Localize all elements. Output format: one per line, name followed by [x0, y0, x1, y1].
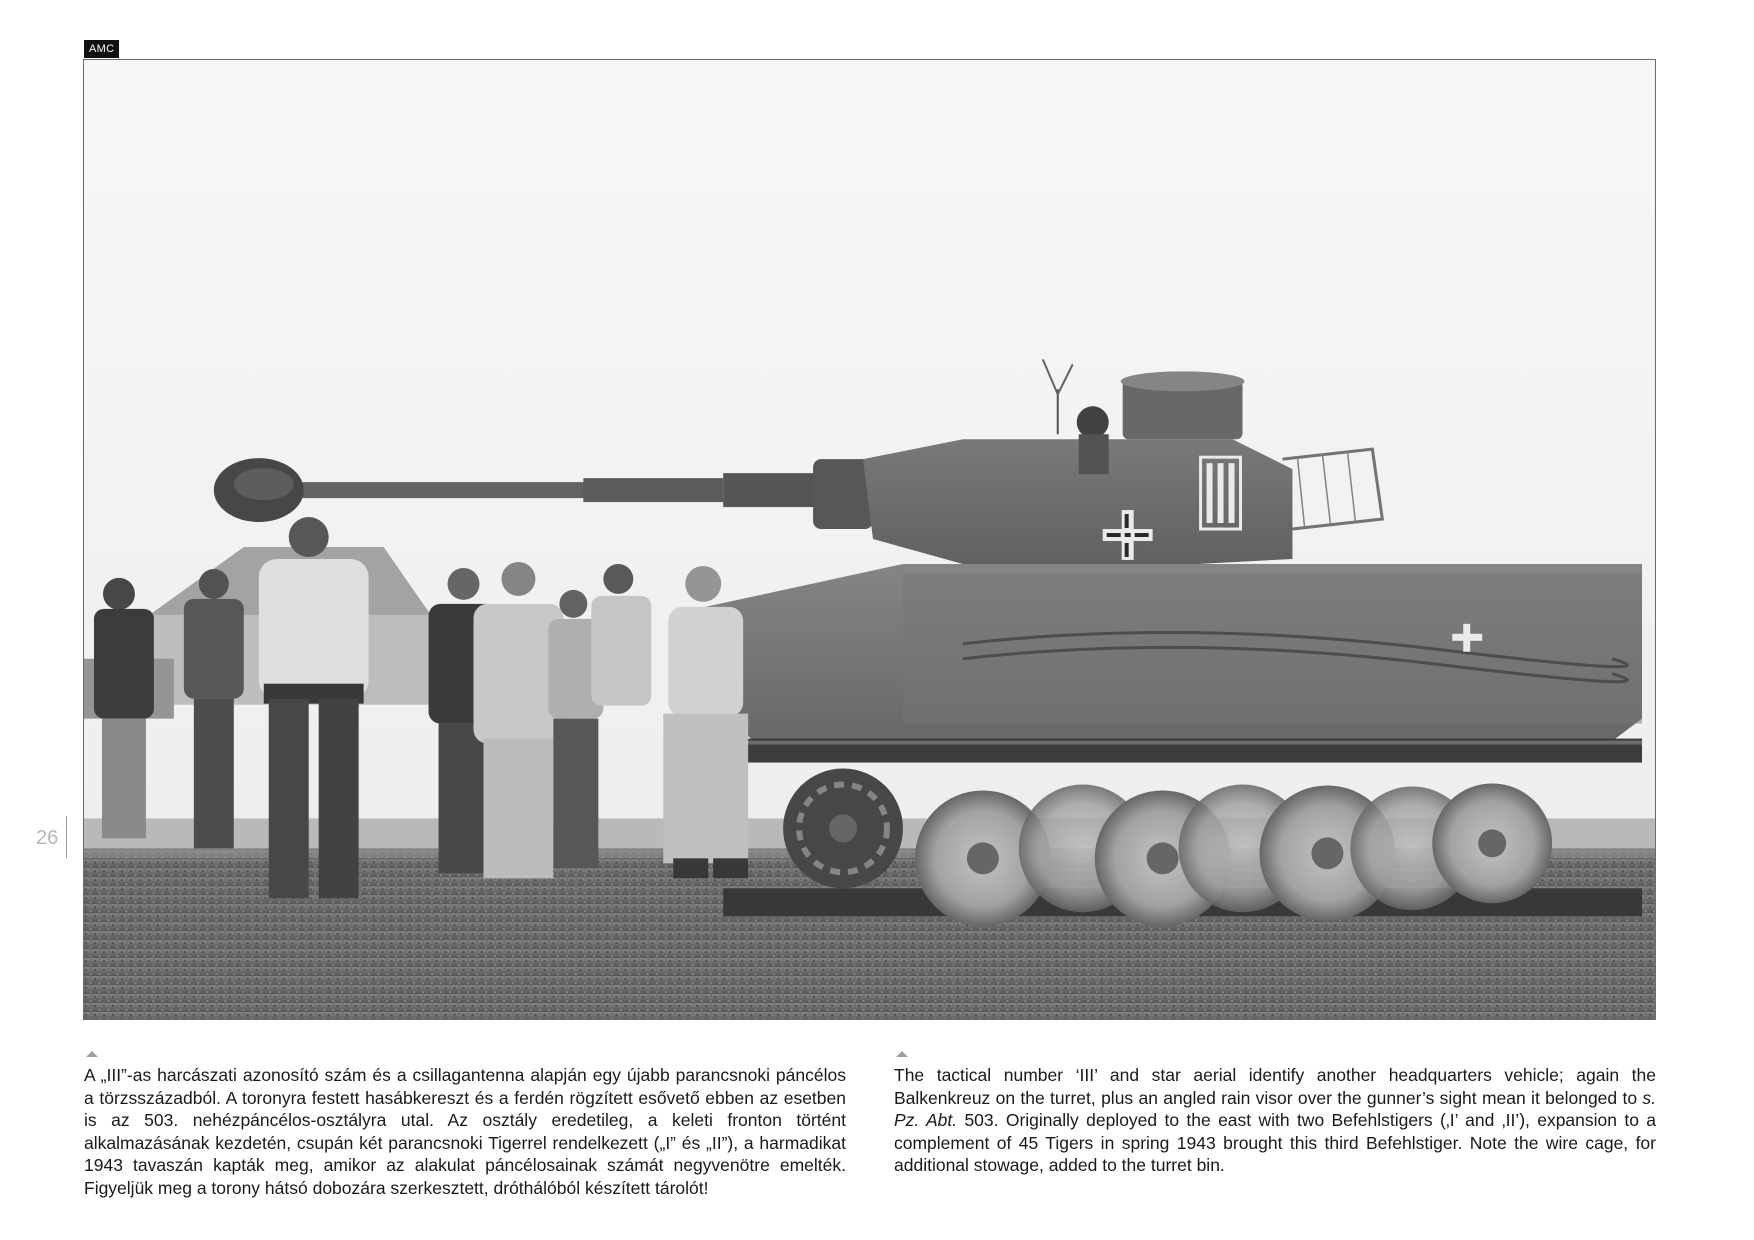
caption-english-part1: The tactical number ‘III’ and star aerial identify another headquarters vehicle; again the Balkenkreuz on the turret, plus an angled rain visor over the gunner’s sight mean it belonged to	[894, 1065, 1656, 1108]
caption-english-unit: s. Pz. Abt.	[894, 1087, 1656, 1131]
caption-hungarian: A „III”-as harcászati azonosító szám és a csillagantenna alapján egy újabb parancsnoki páncélos a törzsszázadból. A toronyra festett hasábkereszt és a ferdén rögzített esővető ebben az esetben is az 503. nehézpáncélos-osztályra utal. Az osztály eredetileg, a keleti fronton történt alkalmazásának kezdetén, csupán két parancsnoki Tigerrel rendelkezett („I” és „II”), a harmadikat 1943 tavaszán kapták meg, amikor az alakulat páncélosainak számát negyvenötre emelték. Figyeljük meg a torony hátsó dobozára szerkesztett, dróthálóból készített tárolót!	[84, 1065, 846, 1198]
tank-photo-illustration	[84, 60, 1655, 1019]
caption-english-part2: 503. Originally deployed to the east with two Befehlstigers (‚I’ and ‚II’), expansion to a complement of 45 Tigers in spring 1943 brought this third Befehlstiger. Note the wire cage, for additional stowage, added to the turret bin.	[894, 1110, 1656, 1176]
caption-marker-hungarian	[86, 1051, 98, 1057]
page-number: 26	[36, 827, 59, 849]
caption-english	[894, 1064, 1656, 1177]
page-number-rule	[66, 816, 67, 858]
caption-marker-english	[896, 1051, 908, 1057]
tank-photograph	[83, 59, 1656, 1020]
source-tag: AMC	[84, 40, 119, 58]
